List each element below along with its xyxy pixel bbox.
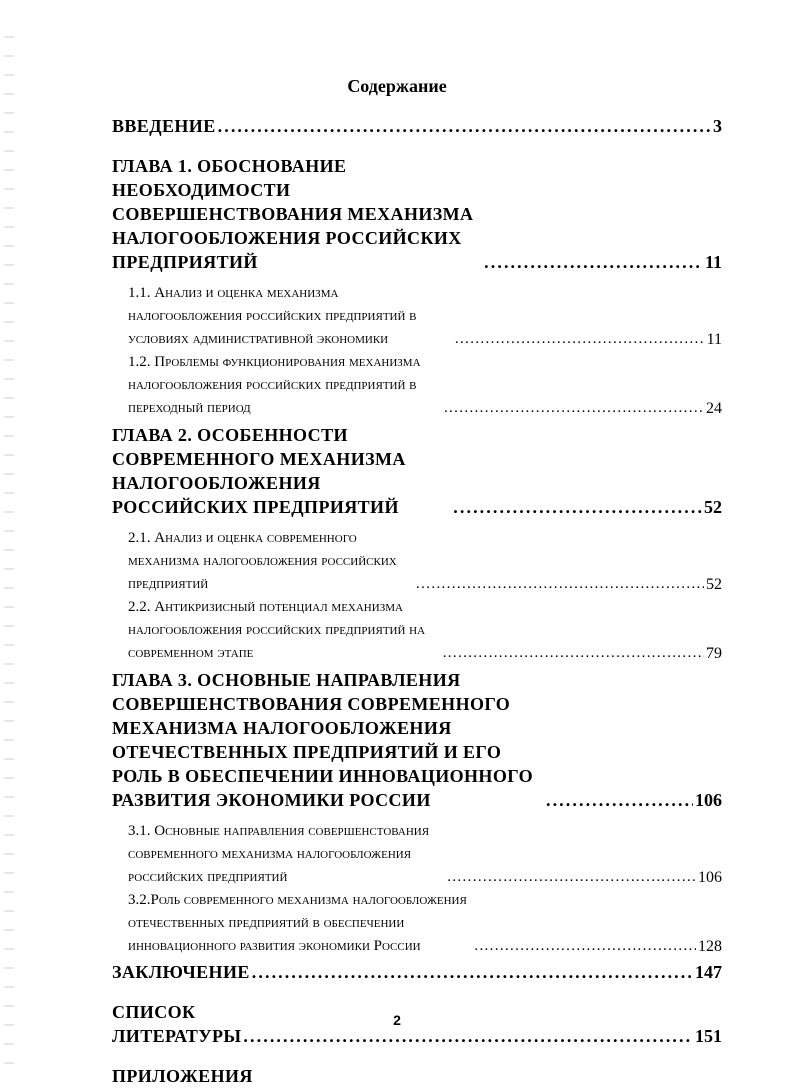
toc-entry-page: 79	[706, 645, 722, 662]
toc-entry-section-3-1[interactable]	[112, 820, 722, 889]
dot-leader	[444, 397, 704, 420]
toc-entry-page: 151	[695, 1026, 722, 1046]
toc-entry-label: 3.1. Основные направления совершенстования современного механизма налогообложения российских предприятий	[128, 823, 430, 885]
toc-entry-page: 52	[704, 497, 722, 517]
toc-entry-label: ГЛАВА 2. ОСОБЕННОСТИ СОВРЕМЕННОГО МЕХАНИЗМА НАЛОГООБЛОЖЕНИЯ РОССИЙСКИХ ПРЕДПРИЯТИЙ	[112, 425, 406, 517]
toc-entry-label: 3.2.Роль современного механизма налогообложения отечественных предприятий в обеспечении инновационного развития экономики России	[128, 892, 467, 954]
toc-entry-label: 1.2. Проблемы функционирования механизма налогообложения российских предприятий в переходный период	[128, 354, 421, 416]
toc-entry-page: 128	[698, 938, 722, 955]
toc-entry-introduction[interactable]	[112, 114, 722, 138]
toc-entry-label: ГЛАВА 1. ОБОСНОВАНИЕ НЕОБХОДИМОСТИ СОВЕРШЕНСТВОВАНИЯ МЕХАНИЗМА НАЛОГООБЛОЖЕНИЯ РОССИЙСКИХ ПРЕДПРИЯТИЙ	[112, 156, 474, 272]
page-title: Содержание	[347, 76, 447, 96]
toc-entry-chapter-1[interactable]	[112, 154, 722, 274]
toc-entry-page: 147	[695, 962, 722, 982]
table-of-contents	[112, 110, 722, 1088]
toc-entry-page: 11	[704, 252, 722, 272]
toc-entry-page: 52	[706, 576, 722, 593]
dot-leader	[474, 935, 696, 958]
toc-entry-label: ПРИЛОЖЕНИЯ	[112, 1066, 253, 1086]
toc-entry-chapter-3[interactable]	[112, 668, 722, 812]
dot-leader	[453, 495, 702, 519]
toc-entry-label: 2.1. Анализ и оценка современного механизма налогообложения российских предприятий	[128, 530, 397, 592]
dot-leader	[447, 866, 696, 889]
toc-entry-section-1-1[interactable]	[112, 282, 722, 351]
dot-leader	[484, 250, 703, 274]
toc-entry-chapter-2[interactable]	[112, 423, 722, 519]
toc-entry-label: 1.1. Анализ и оценка механизма налогообложения российских предприятий в условиях административной экономики	[128, 285, 417, 347]
toc-entry-section-2-1[interactable]	[112, 527, 722, 596]
dot-leader	[546, 788, 693, 812]
toc-entry-section-2-2[interactable]	[112, 596, 722, 665]
dot-leader	[455, 328, 705, 351]
toc-entry-section-3-2[interactable]	[112, 889, 722, 958]
dot-leader	[416, 573, 704, 596]
toc-entry-label: 2.2. Антикризисный потенциал механизма налогообложения российских предприятий на современном этапе	[128, 599, 426, 661]
dot-leader	[252, 960, 693, 984]
toc-entry-section-1-2[interactable]	[112, 351, 722, 420]
dot-leader	[218, 114, 711, 138]
toc-entry-page: 24	[706, 400, 722, 417]
toc-entry-label: СПИСОК ЛИТЕРАТУРЫ	[112, 1002, 242, 1046]
toc-entry-page: 106	[695, 790, 722, 810]
toc-entry-page: 106	[698, 869, 722, 886]
page-number: 2	[393, 1012, 401, 1028]
toc-entry-label: ВВЕДЕНИЕ	[112, 116, 216, 136]
dot-leader	[443, 642, 704, 665]
toc-entry-label: ЗАКЛЮЧЕНИЕ	[112, 962, 250, 982]
scan-edge-artifact	[4, 30, 14, 1070]
toc-entry-label: ГЛАВА 3. ОСНОВНЫЕ НАПРАВЛЕНИЯ СОВЕРШЕНСТВОВАНИЯ СОВРЕМЕННОГО МЕХАНИЗМА НАЛОГООБЛОЖЕНИЯ ОТЕЧЕСТВЕННЫХ ПРЕДПРИЯТИЙ И ЕГО РОЛЬ В ОБЕСПЕЧЕНИИ ИННОВАЦИОННОГО РАЗВИТИЯ ЭКОНОМИКИ РОССИИ	[112, 670, 534, 810]
toc-entry-conclusion[interactable]	[112, 960, 722, 984]
toc-entry-appendices[interactable]	[112, 1064, 722, 1088]
toc-entry-page: 3	[713, 116, 722, 136]
toc-entry-page: 11	[706, 331, 722, 348]
